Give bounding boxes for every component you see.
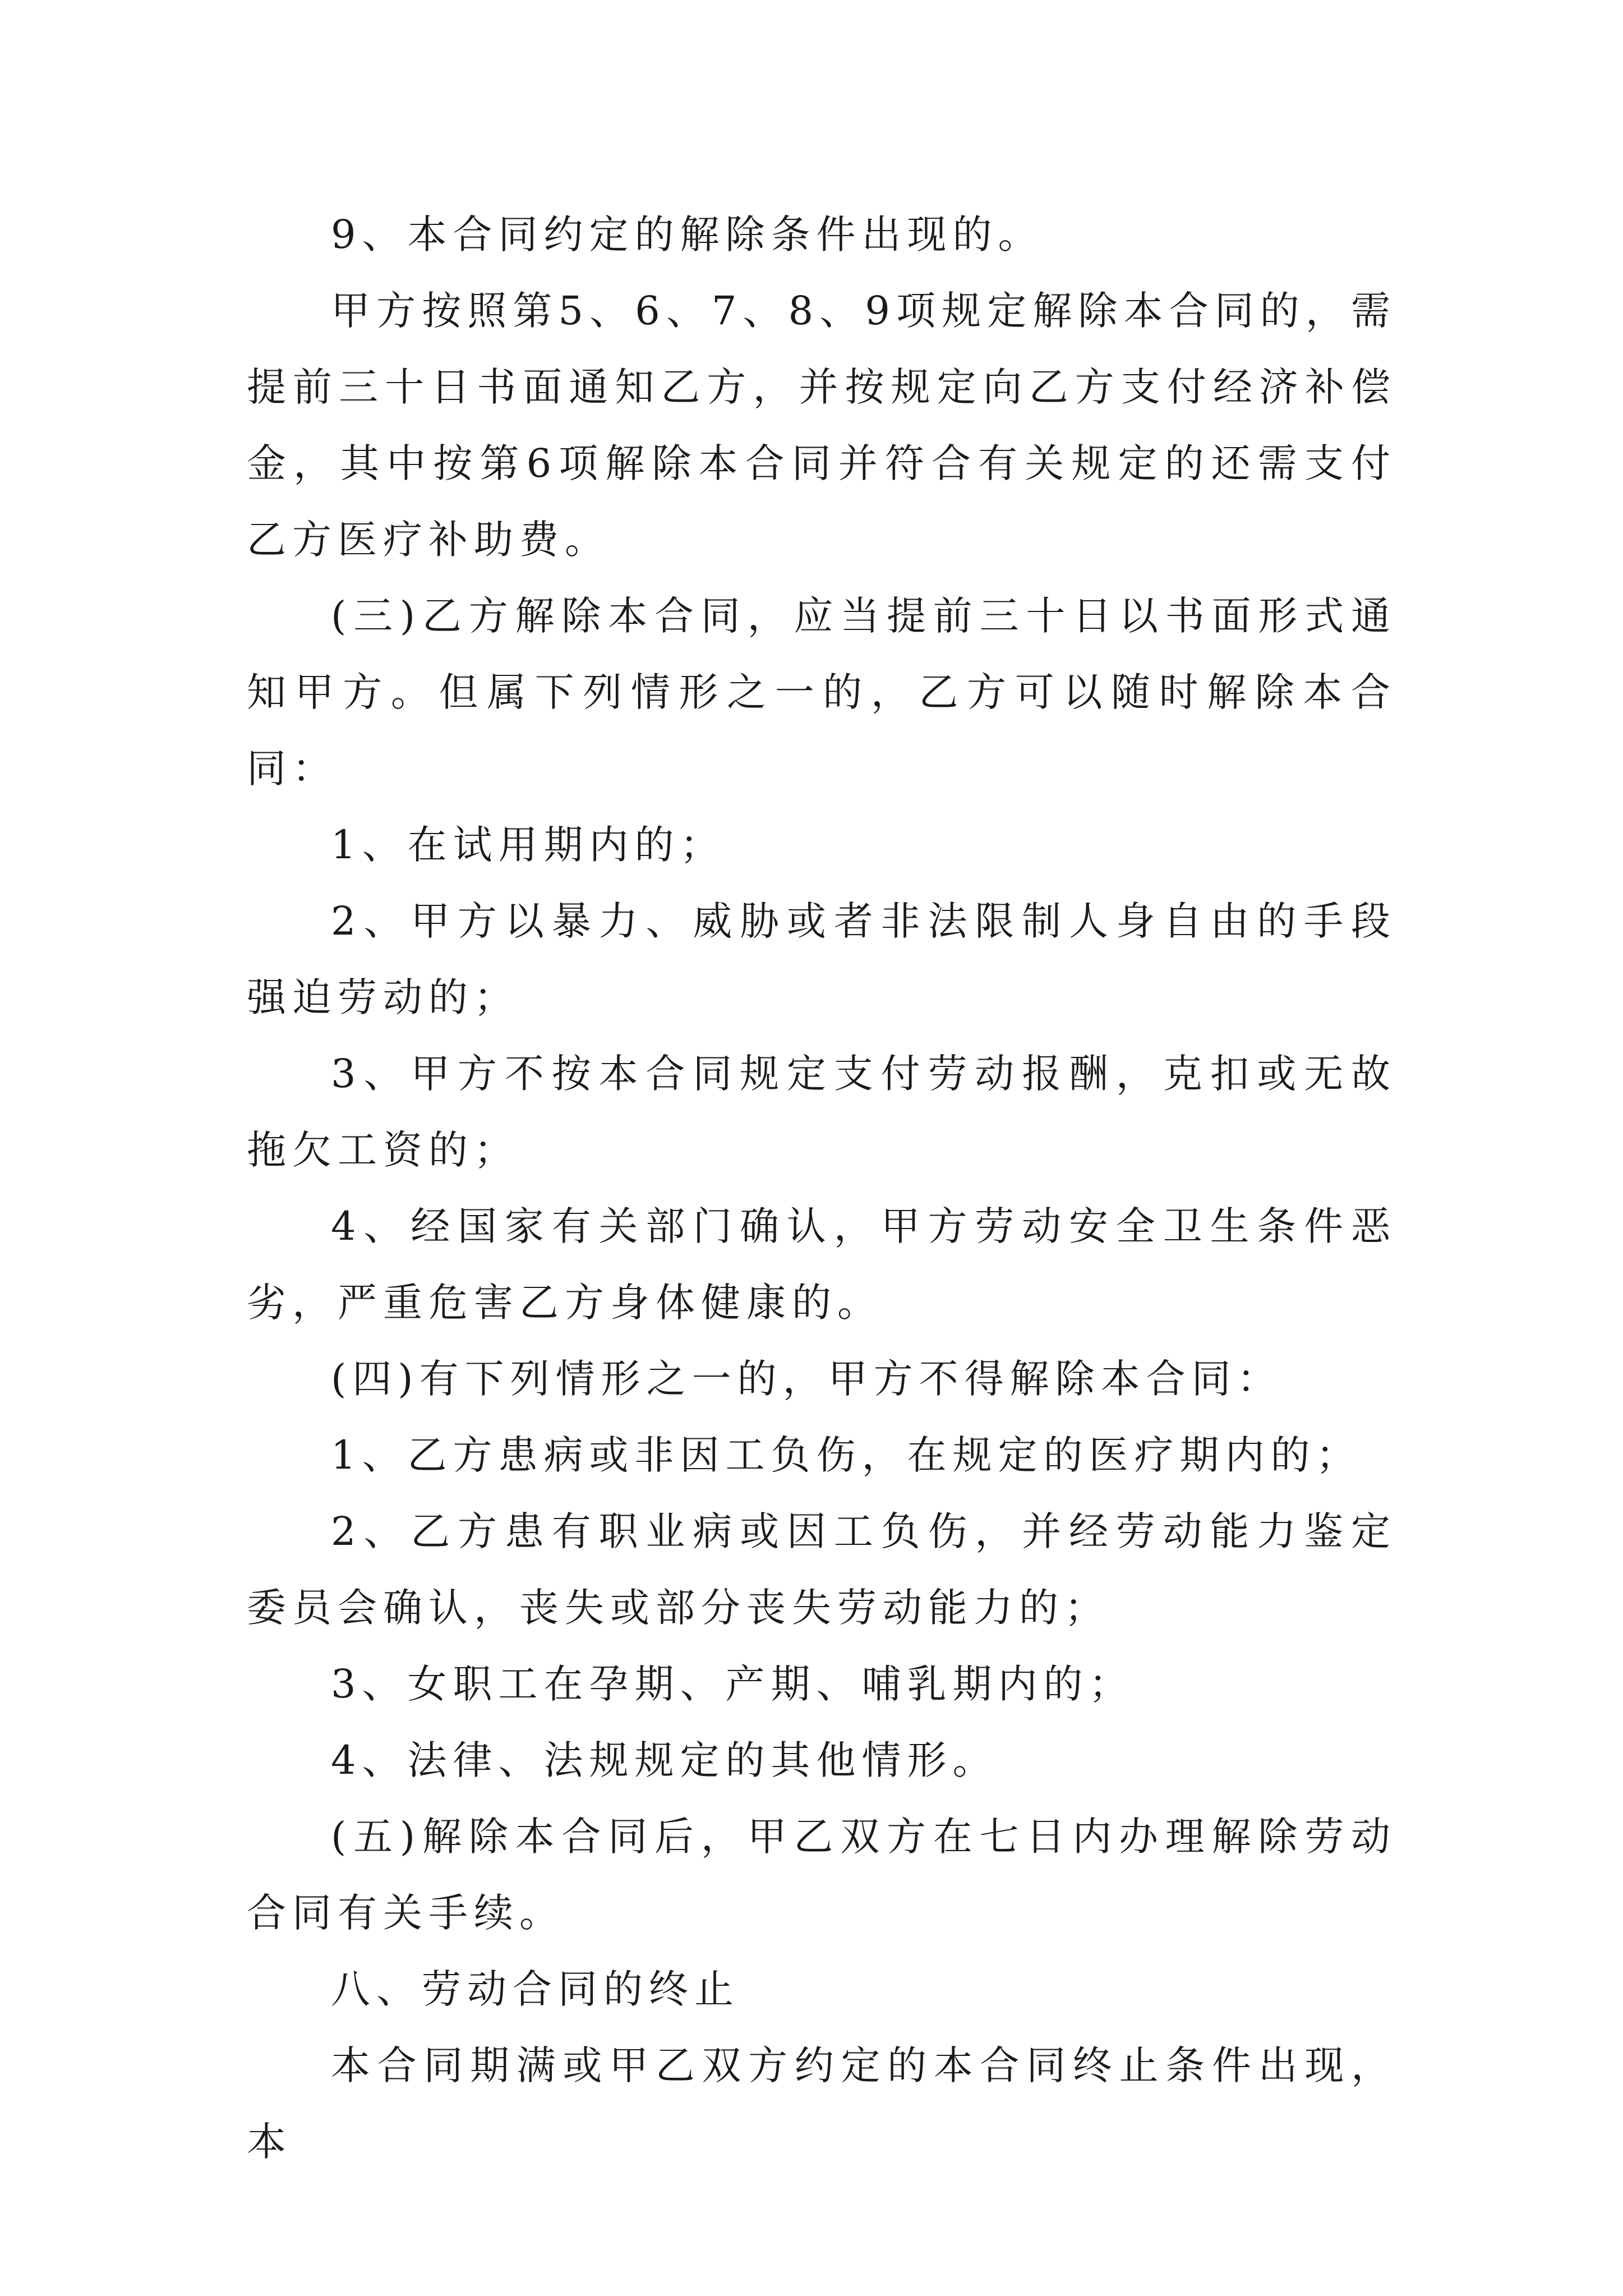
list-item-unsafe-conditions: 4、经国家有关部门确认，甲方劳动安全卫生条件恶劣，严重危害乙方身体健康的。 bbox=[247, 1203, 1396, 1326]
section-heading-contract-termination: 八、劳动合同的终止 bbox=[331, 1966, 740, 2012]
list-item-pregnancy: 3、女职工在孕期、产期、哺乳期内的； bbox=[331, 1661, 1135, 1707]
paragraph-section-four: (四)有下列情形之一的，甲方不得解除本合同： bbox=[331, 1356, 1283, 1402]
paragraph-section-five: (五)解除本合同后，甲乙双方在七日内办理解除劳动合同有关手续。 bbox=[247, 1814, 1396, 1936]
document-body bbox=[247, 196, 1396, 2180]
paragraph-contract-expiry: 本合同期满或甲乙双方约定的本合同终止条件出现，本 bbox=[247, 2042, 1396, 2165]
paragraph-employer-notice: 甲方按照第5、6、7、8、9项规定解除本合同的，需提前三十日书面通知乙方，并按规定向乙方支付经济补偿金，其中按第6项解除本合同并符合有关规定的还需支付乙方医疗补助费。 bbox=[247, 288, 1396, 563]
paragraph-section-three: (三)乙方解除本合同，应当提前三十日以书面形式通知甲方。但属下列情形之一的，乙方可以随时解除本合同： bbox=[247, 593, 1396, 792]
paragraph-termination-condition: 9、本合同约定的解除条件出现的。 bbox=[331, 211, 1044, 257]
list-item-forced-labor: 2、甲方以暴力、威胁或者非法限制人身自由的手段强迫劳动的； bbox=[247, 898, 1396, 1020]
list-item-other-legal: 4、法律、法规规定的其他情形。 bbox=[331, 1737, 998, 1783]
list-item-unpaid-wages: 3、甲方不按本合同规定支付劳动报酬，克扣或无故拖欠工资的； bbox=[247, 1051, 1396, 1173]
list-item-occupational-disease: 2、乙方患有职业病或因工负伤，并经劳动能力鉴定委员会确认，丧失或部分丧失劳动能力的； bbox=[247, 1508, 1396, 1631]
list-item-illness: 1、乙方患病或非因工负伤，在规定的医疗期内的； bbox=[331, 1432, 1362, 1478]
list-item-probation: 1、在试用期内的； bbox=[331, 822, 726, 868]
